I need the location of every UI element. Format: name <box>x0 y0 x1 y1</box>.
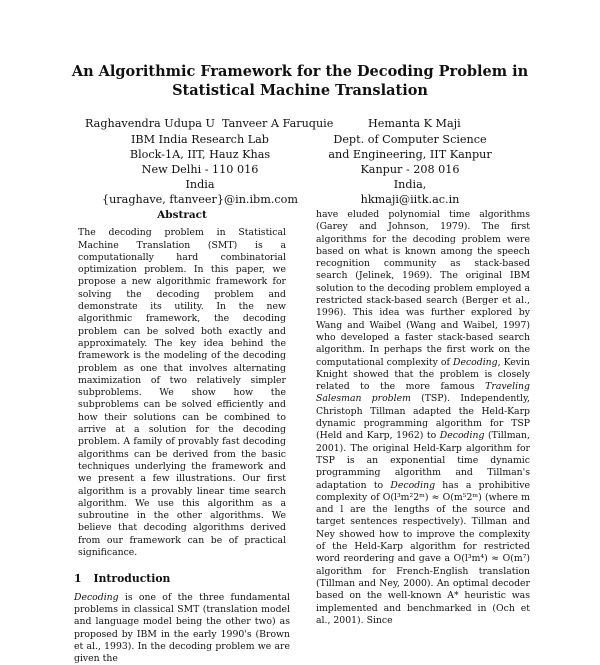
left-column <box>74 209 290 665</box>
affiliation-right <box>315 132 505 207</box>
text-run: (TSP). Independently, Christoph Tillman adapted the Held-Karp dynamic programming algorithm for TSP (Held and Karp, 1962) to <box>316 393 530 442</box>
author-name-3: Hemanta K Maji <box>368 117 461 130</box>
text-run: have eluded polynomial time algorithms (Garey and Johnson, 1979). The first algorithms for the decoding problem were based on what is known among the speech recognition community as stack-based search (Jelinek, 1969). The original IBM solution to the decoding problem employed a restricted stack-based search (Berger et al., 1996). This idea was further explored by Wang and Waibel (Wang and Waibel, 1997) who developed a faster stack-based search algorithm. In perhaps the first work on the computational complexity of <box>316 209 530 368</box>
emphasis-run: Decoding <box>452 356 498 368</box>
emphasis-run: Traveling Salesman problem <box>316 381 530 405</box>
abstract-text: The decoding problem in Statistical Machine Translation (SMT) is a computationally hard combinatorial optimization problem. In this paper, we propose a new algorithmic framework for solving the decoding problem and demonstrate its utility. In the new algorithmic framework, the decoding problem can be solved both exactly and approximately. The key idea behind the framework is the modeling of the decoding problem as one that involves alternating maximization of two relatively simpler subproblems. We show how the subproblems can be solved efficiently and how their solutions can be combined to arrive at a solution for the decoding problem. A family of provably fast decoding algorithms can be derived from the basic techniques underlying the framework and we present a few illustrations. Our first algorithm is a provably linear time search algorithm. We use this algorithm as a subroutine in the other algorithms. We believe that decoding algorithms derived from our framework can be of practical significance. <box>78 227 286 559</box>
affiliation-right-line: India, <box>393 178 427 191</box>
right-column <box>316 209 530 627</box>
affiliation-right-line: Dept. of Computer Science <box>333 133 487 146</box>
affiliation-right-line: and Engineering, IIT Kanpur <box>328 148 492 161</box>
paper-title <box>60 62 540 100</box>
email-right: hkmaji@iitk.ac.in <box>360 193 460 206</box>
abstract-heading: Abstract <box>157 209 207 221</box>
intro-text: is one of the three fundamental problems in classical SMT (translation model and language model being the other two) as proposed by IBM in the early 1990's (Brown et al., 1993). In the decoding problem we are given the <box>74 591 290 665</box>
title-line-1: An Algorithmic Framework for the Decoding Problem in <box>71 63 529 80</box>
affiliation-left <box>100 132 300 207</box>
section-number: 1 <box>74 572 82 586</box>
affiliation-right-line: Kanpur - 208 016 <box>360 163 460 176</box>
affiliation-left-line: IBM India Research Lab <box>131 133 269 146</box>
text-run: (Tillman, 2001). The original Held-Karp algorithm for TSP is an exponential time dynamic programming algorithm and Tillman's adaptation to <box>316 430 530 491</box>
text-run: , Kevin Knight showed that the problem is closely related to the more famous <box>316 356 530 393</box>
section-title: Introduction <box>93 572 171 586</box>
right-column-paragraph <box>316 209 530 627</box>
email-left: {uraghave, ftanveer}@in.ibm.com <box>101 193 298 206</box>
intro-emphasis: Decoding <box>74 591 119 603</box>
affiliation-left-line: Block-1A, IIT, Hauz Khas <box>129 148 271 161</box>
abstract-body <box>74 227 290 559</box>
emphasis-run: Decoding <box>390 479 436 491</box>
author-name-2: Tanveer A Faruquie <box>222 117 334 130</box>
affiliation-left-line: India <box>185 178 215 191</box>
title-line-2: Statistical Machine Translation <box>172 82 428 99</box>
affiliation-left-line: New Delhi - 110 016 <box>141 163 259 176</box>
intro-paragraph <box>74 592 290 665</box>
section-heading-introduction <box>74 573 290 585</box>
emphasis-run: Decoding <box>439 430 485 442</box>
text-run: has a prohibitive complexity of O(l³m²2ᵐ) ≈ O(m⁵2ᵐ) (where m and l are the lengths of the source and target sentences respectively). Tillman and Ney showed how to improve the complexity of the Held-Karp algorithm for restricted word reordering and gave a O(l³m⁴) ≈ O(m⁷) algorithm for French-English translation (Tillman and Ney, 2000). An optimal decoder based on the well-known A* heuristic was implemented and benchmarked in (Och et al., 2001). Since <box>316 479 530 626</box>
author-name-1: Raghavendra Udupa U <box>85 117 215 130</box>
